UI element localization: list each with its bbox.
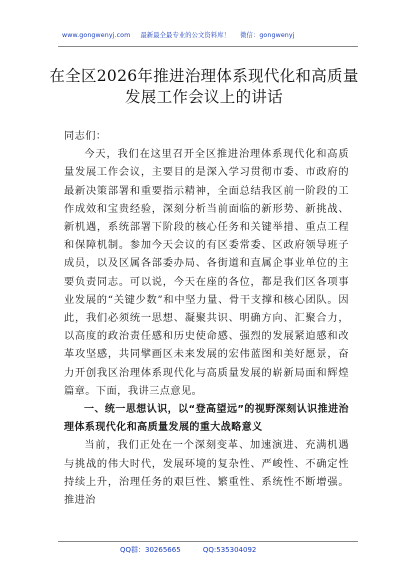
page-header (62, 30, 362, 46)
document-title (40, 66, 368, 108)
header-divider (58, 46, 358, 47)
page-footer (120, 545, 320, 555)
footer-qq-group: QQ群：30265665 (120, 546, 181, 554)
header-slogan: 最新最全最专业的公文资料库！ (140, 32, 231, 39)
title-line-2: 发展工作会议上的讲话 (124, 88, 283, 106)
document-body (64, 128, 349, 510)
section-1-heading: 一、统一思想认识，以“登高望远”的视野深刻认识推进治理体系现代化和高质量发展的重大战略意义 (64, 404, 349, 434)
footer-qq: QQ:535304092 (202, 546, 257, 554)
title-line-1: 在全区2026年推进治理体系现代化和高质量 (49, 67, 359, 85)
header-wechat: 微信：gongwenyj (240, 32, 295, 39)
header-site-link[interactable]: www.gongwenyj.com (62, 32, 131, 39)
paragraph-2: 当前，我们正处在一个深刻变革、加速演进、充满机遇与挑战的伟大时代，发展环境的复杂性、严峻性、不确定性持续上升，治理任务的艰巨性、繁重性、系统性不断增强。推进治 (64, 440, 349, 507)
footer-divider (58, 541, 358, 542)
salutation: 同志们： (64, 131, 107, 142)
paragraph-1: 今天，我们在这里召开全区推进治理体系现代化和高质量发展工作会议，主要目的是深入学习贯彻市委、市政府的最新决策部署和重要指示精神，全面总结我区前一阶段的工作成效和宝贵经验，深刻分析当前面临的新形势、新挑战、新机遇，系统部署下阶段的核心任务和关键举措、重点工程和保障机制。参加今天会议的有区委常委、区政府领导班子成员，以及区属各部委办局、各街道和直属企事业单位的主要负责同志。可以说，今天在座的各位，都是我们区各项事业发展的“关键少数”和中坚力量、骨干支撑和核心团队。因此，我们必须统一思想、凝聚共识、明确方向、汇聚合力，以高度的政治责任感和历史使命感、强烈的发展紧迫感和改革攻坚感，共同擘画区未来发展的宏伟蓝图和美好愿景，奋力开创我区治理体系现代化与高质量发展的崭新局面和辉煌篇章。下面，我讲三点意见。 (64, 149, 349, 397)
